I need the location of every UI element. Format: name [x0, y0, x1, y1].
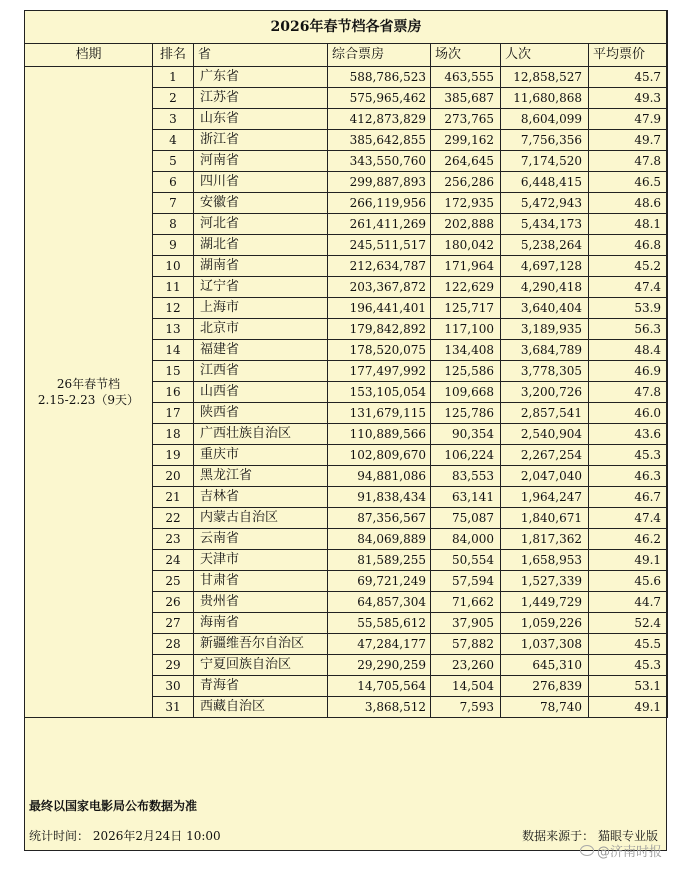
cell-box-office: 84,069,889 [328, 529, 431, 550]
cell-admissions: 3,684,789 [501, 340, 589, 361]
cell-admissions: 2,047,040 [501, 466, 589, 487]
cell-rank: 31 [153, 697, 194, 718]
cell-rank: 21 [153, 487, 194, 508]
cell-shows: 57,594 [431, 571, 501, 592]
cell-avg-price: 47.4 [589, 277, 668, 298]
cell-province: 青海省 [194, 676, 328, 697]
cell-shows: 50,554 [431, 550, 501, 571]
cell-box-office: 153,105,054 [328, 382, 431, 403]
cell-rank: 11 [153, 277, 194, 298]
cell-rank: 20 [153, 466, 194, 487]
cell-shows: 171,964 [431, 256, 501, 277]
table-footer [25, 791, 666, 851]
cell-avg-price: 46.8 [589, 235, 668, 256]
cell-admissions: 12,858,527 [501, 67, 589, 88]
cell-box-office: 178,520,075 [328, 340, 431, 361]
cell-admissions: 3,640,404 [501, 298, 589, 319]
cell-admissions: 1,059,226 [501, 613, 589, 634]
cell-admissions: 7,174,520 [501, 151, 589, 172]
cell-shows: 125,786 [431, 403, 501, 424]
cell-avg-price: 49.1 [589, 697, 668, 718]
cell-admissions: 78,740 [501, 697, 589, 718]
cell-province: 吉林省 [194, 487, 328, 508]
cell-admissions: 1,840,671 [501, 508, 589, 529]
cell-shows: 256,286 [431, 172, 501, 193]
cell-box-office: 203,367,872 [328, 277, 431, 298]
period-dates: 2.15-2.23（9天） [37, 393, 140, 407]
cell-province: 湖南省 [194, 256, 328, 277]
header-province: 省 [194, 44, 328, 67]
cell-avg-price: 53.9 [589, 298, 668, 319]
cell-avg-price: 47.8 [589, 151, 668, 172]
cell-box-office: 81,589,255 [328, 550, 431, 571]
cell-shows: 7,593 [431, 697, 501, 718]
cell-box-office: 110,889,566 [328, 424, 431, 445]
cell-box-office: 29,290,259 [328, 655, 431, 676]
cell-province: 江西省 [194, 361, 328, 382]
cell-admissions: 1,658,953 [501, 550, 589, 571]
cell-rank: 7 [153, 193, 194, 214]
header-rank: 排名 [153, 44, 194, 67]
footer-source: 数据来源于： 猫眼专业版 [522, 829, 658, 843]
cell-avg-price: 53.1 [589, 676, 668, 697]
cell-province: 天津市 [194, 550, 328, 571]
cell-province: 新疆维吾尔自治区 [194, 634, 328, 655]
cell-province: 安徽省 [194, 193, 328, 214]
header-admissions: 人次 [501, 44, 589, 67]
cell-box-office: 245,511,517 [328, 235, 431, 256]
cell-box-office: 343,550,760 [328, 151, 431, 172]
cell-box-office: 14,705,564 [328, 676, 431, 697]
cell-avg-price: 56.3 [589, 319, 668, 340]
cell-avg-price: 45.6 [589, 571, 668, 592]
cell-admissions: 6,448,415 [501, 172, 589, 193]
cell-admissions: 3,200,726 [501, 382, 589, 403]
cell-province: 内蒙古自治区 [194, 508, 328, 529]
cell-avg-price: 46.3 [589, 466, 668, 487]
cell-admissions: 2,267,254 [501, 445, 589, 466]
cell-province: 江苏省 [194, 88, 328, 109]
cell-box-office: 177,497,992 [328, 361, 431, 382]
cell-province: 山西省 [194, 382, 328, 403]
cell-rank: 6 [153, 172, 194, 193]
cell-admissions: 645,310 [501, 655, 589, 676]
cell-admissions: 1,037,308 [501, 634, 589, 655]
cell-avg-price: 45.3 [589, 655, 668, 676]
cell-box-office: 179,842,892 [328, 319, 431, 340]
cell-rank: 10 [153, 256, 194, 277]
cell-avg-price: 48.4 [589, 340, 668, 361]
header-shows: 场次 [431, 44, 501, 67]
header-avg-price: 平均票价 [589, 44, 668, 67]
cell-avg-price: 46.2 [589, 529, 668, 550]
cell-admissions: 2,540,904 [501, 424, 589, 445]
cell-box-office: 385,642,855 [328, 130, 431, 151]
cell-shows: 106,224 [431, 445, 501, 466]
cell-box-office: 131,679,115 [328, 403, 431, 424]
cell-rank: 25 [153, 571, 194, 592]
cell-province: 云南省 [194, 529, 328, 550]
footer-note: 最终以国家电影局公布数据为准 [29, 799, 198, 813]
cell-rank: 12 [153, 298, 194, 319]
cell-rank: 4 [153, 130, 194, 151]
cell-box-office: 575,965,462 [328, 88, 431, 109]
cell-shows: 134,408 [431, 340, 501, 361]
cell-box-office: 64,857,304 [328, 592, 431, 613]
cell-shows: 264,645 [431, 151, 501, 172]
cell-rank: 29 [153, 655, 194, 676]
cell-province: 湖北省 [194, 235, 328, 256]
header-row [25, 44, 668, 67]
cell-province: 河北省 [194, 214, 328, 235]
cell-rank: 3 [153, 109, 194, 130]
cell-rank: 9 [153, 235, 194, 256]
cell-rank: 14 [153, 340, 194, 361]
cell-province: 黑龙江省 [194, 466, 328, 487]
cell-avg-price: 45.7 [589, 67, 668, 88]
cell-shows: 14,504 [431, 676, 501, 697]
cell-box-office: 266,119,956 [328, 193, 431, 214]
cell-shows: 273,765 [431, 109, 501, 130]
cell-province: 河南省 [194, 151, 328, 172]
cell-shows: 63,141 [431, 487, 501, 508]
cell-shows: 23,260 [431, 655, 501, 676]
cell-box-office: 299,887,893 [328, 172, 431, 193]
cell-rank: 5 [153, 151, 194, 172]
cell-box-office: 196,441,401 [328, 298, 431, 319]
cell-shows: 90,354 [431, 424, 501, 445]
cell-rank: 13 [153, 319, 194, 340]
cell-province: 西藏自治区 [194, 697, 328, 718]
cell-shows: 202,888 [431, 214, 501, 235]
period-cell [25, 67, 153, 718]
watermark [580, 841, 662, 860]
cell-box-office: 588,786,523 [328, 67, 431, 88]
cell-avg-price: 45.2 [589, 256, 668, 277]
cell-province: 贵州省 [194, 592, 328, 613]
cell-province: 重庆市 [194, 445, 328, 466]
cell-rank: 27 [153, 613, 194, 634]
cell-shows: 125,586 [431, 361, 501, 382]
cell-avg-price: 46.5 [589, 172, 668, 193]
cell-box-office: 55,585,612 [328, 613, 431, 634]
cell-province: 甘肃省 [194, 571, 328, 592]
cell-shows: 83,553 [431, 466, 501, 487]
cell-shows: 122,629 [431, 277, 501, 298]
table-row [25, 67, 668, 88]
cell-admissions: 5,238,264 [501, 235, 589, 256]
cell-province: 广东省 [194, 67, 328, 88]
cell-avg-price: 45.5 [589, 634, 668, 655]
cell-province: 海南省 [194, 613, 328, 634]
cell-box-office: 91,838,434 [328, 487, 431, 508]
cell-rank: 19 [153, 445, 194, 466]
cell-shows: 57,882 [431, 634, 501, 655]
cell-admissions: 8,604,099 [501, 109, 589, 130]
cell-rank: 2 [153, 88, 194, 109]
cell-rank: 1 [153, 67, 194, 88]
cell-rank: 22 [153, 508, 194, 529]
cell-province: 福建省 [194, 340, 328, 361]
cell-shows: 385,687 [431, 88, 501, 109]
cell-admissions: 5,472,943 [501, 193, 589, 214]
cell-shows: 125,717 [431, 298, 501, 319]
box-office-table [24, 10, 668, 718]
cell-admissions: 4,697,128 [501, 256, 589, 277]
cell-avg-price: 46.7 [589, 487, 668, 508]
cell-avg-price: 46.9 [589, 361, 668, 382]
cell-avg-price: 48.1 [589, 214, 668, 235]
cell-admissions: 1,449,729 [501, 592, 589, 613]
table-body [25, 67, 668, 718]
table-title: 2026年春节档各省票房 [25, 11, 668, 44]
cell-province: 宁夏回族自治区 [194, 655, 328, 676]
cell-province: 北京市 [194, 319, 328, 340]
cell-shows: 463,555 [431, 67, 501, 88]
cell-province: 广西壮族自治区 [194, 424, 328, 445]
header-period: 档期 [25, 44, 153, 67]
weibo-icon [580, 845, 594, 856]
cell-admissions: 1,527,339 [501, 571, 589, 592]
cell-admissions: 4,290,418 [501, 277, 589, 298]
cell-box-office: 87,356,567 [328, 508, 431, 529]
cell-admissions: 1,964,247 [501, 487, 589, 508]
cell-rank: 17 [153, 403, 194, 424]
cell-admissions: 3,189,935 [501, 319, 589, 340]
footer-stat-time: 统计时间： 2026年2月24日 10:00 [29, 829, 221, 843]
cell-shows: 117,100 [431, 319, 501, 340]
period-name: 26年春节档 [56, 377, 121, 391]
cell-rank: 16 [153, 382, 194, 403]
cell-avg-price: 47.4 [589, 508, 668, 529]
cell-shows: 75,087 [431, 508, 501, 529]
cell-avg-price: 49.1 [589, 550, 668, 571]
cell-province: 上海市 [194, 298, 328, 319]
cell-box-office: 212,634,787 [328, 256, 431, 277]
cell-province: 陕西省 [194, 403, 328, 424]
header-box-office: 综合票房 [328, 44, 431, 67]
cell-shows: 172,935 [431, 193, 501, 214]
cell-admissions: 2,857,541 [501, 403, 589, 424]
cell-rank: 26 [153, 592, 194, 613]
cell-shows: 109,668 [431, 382, 501, 403]
cell-rank: 30 [153, 676, 194, 697]
cell-avg-price: 49.3 [589, 88, 668, 109]
cell-rank: 28 [153, 634, 194, 655]
cell-admissions: 11,680,868 [501, 88, 589, 109]
cell-shows: 84,000 [431, 529, 501, 550]
cell-avg-price: 45.3 [589, 445, 668, 466]
cell-rank: 15 [153, 361, 194, 382]
cell-avg-price: 47.8 [589, 382, 668, 403]
cell-box-office: 94,881,086 [328, 466, 431, 487]
cell-shows: 71,662 [431, 592, 501, 613]
cell-admissions: 3,778,305 [501, 361, 589, 382]
cell-shows: 180,042 [431, 235, 501, 256]
cell-province: 山东省 [194, 109, 328, 130]
cell-admissions: 7,756,356 [501, 130, 589, 151]
cell-rank: 8 [153, 214, 194, 235]
watermark-text: @济南时报 [596, 845, 662, 860]
cell-province: 浙江省 [194, 130, 328, 151]
cell-box-office: 47,284,177 [328, 634, 431, 655]
cell-province: 辽宁省 [194, 277, 328, 298]
cell-admissions: 1,817,362 [501, 529, 589, 550]
cell-admissions: 5,434,173 [501, 214, 589, 235]
cell-box-office: 261,411,269 [328, 214, 431, 235]
cell-avg-price: 47.9 [589, 109, 668, 130]
cell-rank: 23 [153, 529, 194, 550]
cell-avg-price: 48.6 [589, 193, 668, 214]
cell-avg-price: 46.0 [589, 403, 668, 424]
cell-rank: 18 [153, 424, 194, 445]
cell-admissions: 276,839 [501, 676, 589, 697]
cell-province: 四川省 [194, 172, 328, 193]
cell-shows: 299,162 [431, 130, 501, 151]
cell-shows: 37,905 [431, 613, 501, 634]
cell-avg-price: 44.7 [589, 592, 668, 613]
cell-avg-price: 49.7 [589, 130, 668, 151]
cell-avg-price: 52.4 [589, 613, 668, 634]
box-office-sheet [24, 10, 667, 851]
cell-box-office: 3,868,512 [328, 697, 431, 718]
cell-avg-price: 43.6 [589, 424, 668, 445]
cell-box-office: 69,721,249 [328, 571, 431, 592]
cell-rank: 24 [153, 550, 194, 571]
cell-box-office: 412,873,829 [328, 109, 431, 130]
cell-box-office: 102,809,670 [328, 445, 431, 466]
